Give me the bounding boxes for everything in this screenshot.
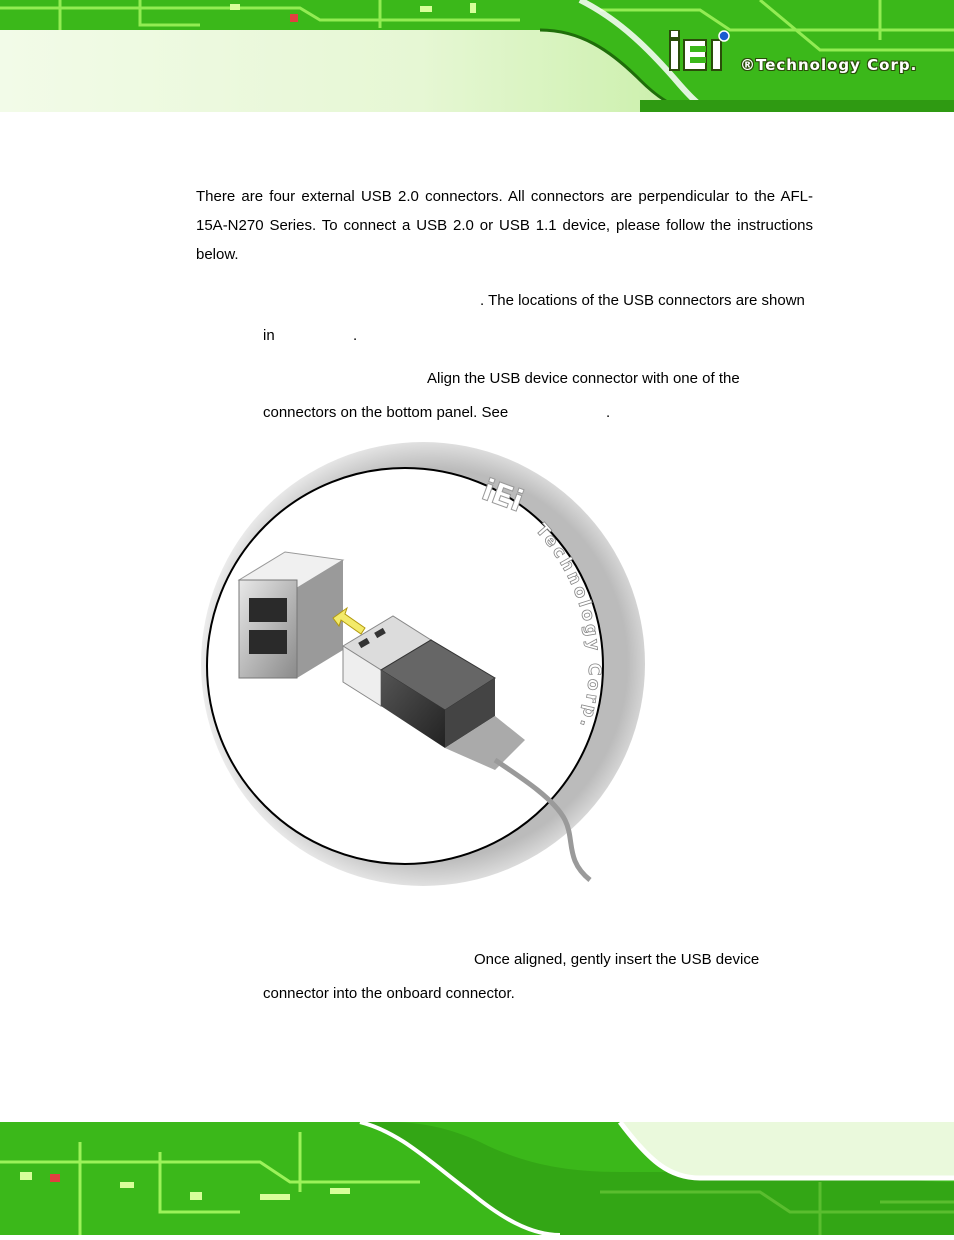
usb-illustration xyxy=(195,440,655,890)
step-2-line-1: Align the USB device connector with one of the xyxy=(427,370,740,387)
iei-logo-icon xyxy=(668,30,748,74)
step-3-line-2: connector into the onboard connector. xyxy=(263,985,515,1002)
page-header xyxy=(0,0,954,112)
step-2-line-2-b: . xyxy=(606,404,611,421)
step-3-line-1: Once aligned, gently insert the USB device xyxy=(474,951,760,968)
watermark-mark: iEi xyxy=(477,472,528,520)
step-1-line-2-b: . xyxy=(353,327,358,344)
step-1-line-2-a: in xyxy=(263,327,275,344)
brand-text: ®Technology Corp. xyxy=(740,56,918,74)
step-1-line-1: . The locations of the USB connectors are shown xyxy=(480,292,805,309)
intro-paragraph: There are four external USB 2.0 connectors. All connectors are perpendicular to the AFL-15A-N270 Series. To connect a USB 2.0 or USB 1.1 device, please follow the instructions below. xyxy=(196,188,813,263)
brand-logo xyxy=(668,30,748,74)
watermark-text: Technology Corp. xyxy=(531,519,605,733)
usb-connection-figure xyxy=(195,440,655,890)
step-2-line-2-a: connectors on the bottom panel. See xyxy=(263,404,509,421)
pcb-footer-graphic xyxy=(0,1122,954,1235)
page-footer xyxy=(0,1122,954,1235)
usb-port xyxy=(239,552,343,678)
